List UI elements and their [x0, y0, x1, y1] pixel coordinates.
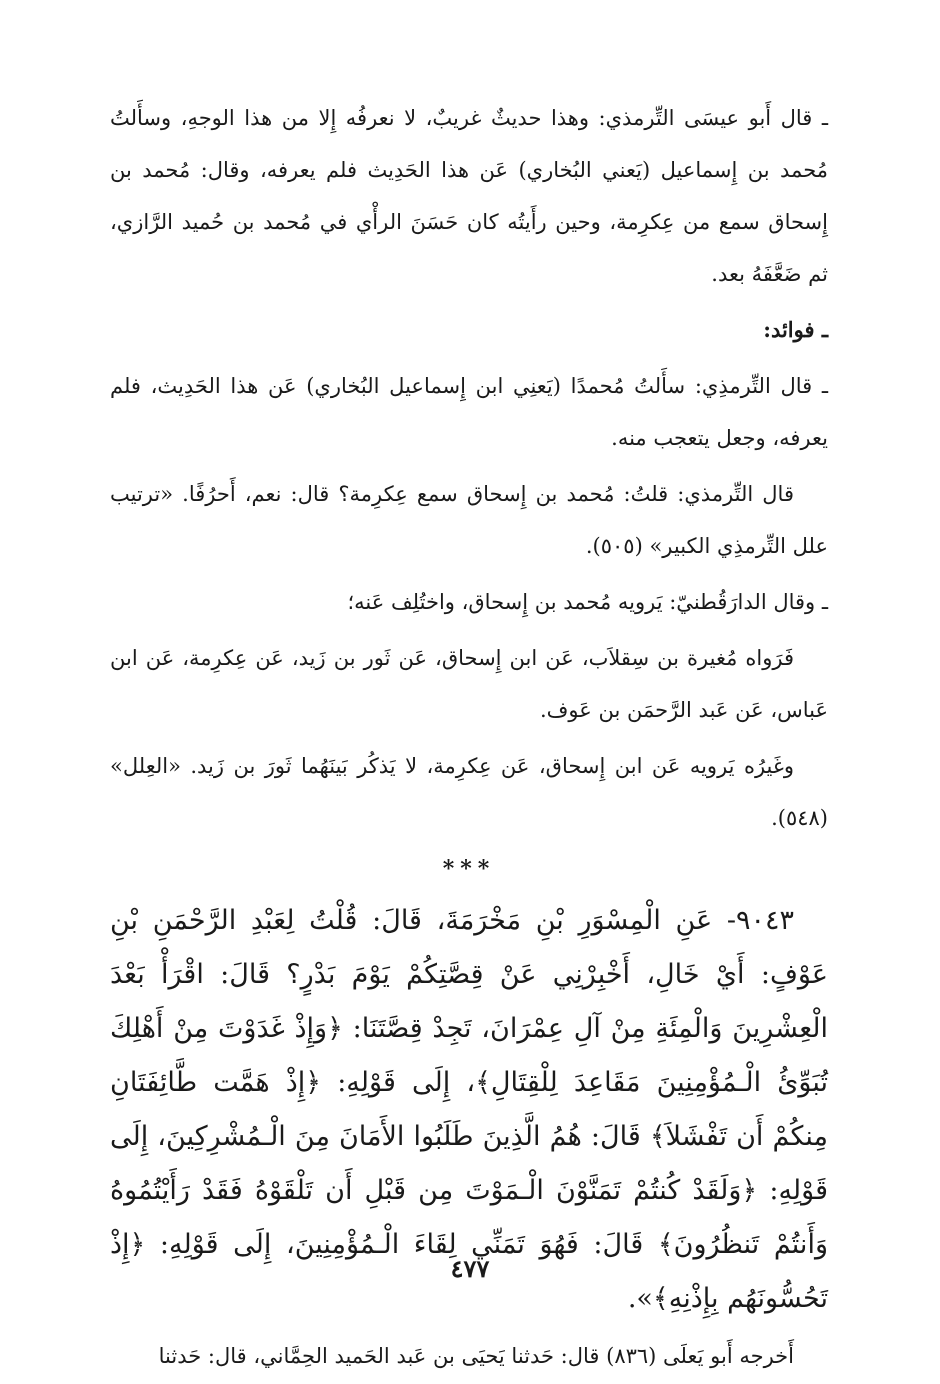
- fawaid-heading: ـ فوائد:: [763, 317, 828, 342]
- page-number: ٤٧٧: [450, 1254, 490, 1283]
- tirmidhi-ilal-note: قال التِّرمذي: قلتُ: مُحمد بن إِسحاق سمع عِكرِمة؟ قال: نعم، أَحرُفًا. «ترتيب علل التِّرمذِي الكبير» (٥٠٥).: [110, 482, 828, 558]
- section-separator: ***: [442, 856, 496, 882]
- other-chain-ilal: وغَيرُه يَرويه عَن ابن إِسحاق، عَن عِكرِمة، لا يَذكُر بَينَهُما ثَورَ بن زَيد. «العِلل» (٥٤٨).: [110, 754, 828, 830]
- commentary-tirmidhi-gharib: ـ قال أَبو عيسَى التِّرمذي: وهذا حديثٌ غريبٌ، لا نعرفُه إِلا من هذا الوجهِ، وسأَلتُ مُحمد بن إِسماعيل (يَعني البُخاري) عَن هذا الحَدِيث فلم يعرفه، وقال: مُحمد بن إِسحاق سمع من عِكرِمة، وحين رأَيتُه كان حَسَنَ الرأْي في مُحمد بن حُميد الرَّازي، ثم ضَعَّفَهُ بعد.: [110, 106, 828, 286]
- mughira-chain: فَرَواه مُغيرة بن سِقلاَب، عَن ابن إِسحاق، عَن ثَور بن زَيد، عَن عِكرِمة، عَن ابن عَباس، عَن عَبد الرَّحمَن بن عَوف.: [110, 646, 828, 722]
- page-body: [110, 92, 828, 1382]
- daraqutni-note: ـ وقال الدارَقُطنيّ: يَرويه مُحمد بن إِسحاق، واختُلِف عَنه؛: [347, 590, 828, 614]
- hadith-9043-text: ٩٠٤٣- عَنِ الْمِسْوَرِ بْنِ مَخْرَمَةَ، قَالَ: قُلْتُ لِعَبْدِ الرَّحْمَنِ بْنِ عَوْفٍ: أَيْ خَالِ، أَخْبِرْنِي عَنْ قِصَّتِكُمْ يَوْمَ بَدْرٍ؟ قَالَ: اقْرَأْ بَعْدَ الْعِشْرِينَ وَالْمِئَةِ مِنْ آلِ عِمْرَانَ، تَجِدْ قِصَّتَنَا: ﴿وَإِذْ غَدَوْتَ مِنْ أَهْلِكَ تُبَوِّئُ الْـمُؤْمِنِينَ مَقَاعِدَ لِلْقِتَالِ﴾، إِلَى قَوْلِهِ: ﴿إِذْ هَمَّت طَّائِفَتَانِ مِنكُمْ أَن تَفْشَلاَ﴾ قَالَ: هُمُ الَّذِينَ طَلَبُوا الأَمَانَ مِنَ الْـمُشْرِكِينَ، إِلَى قَوْلِهِ: ﴿وَلَقَدْ كُنتُمْ تَمَنَّوْنَ الْـمَوْتَ مِن قَبْلِ أَن تَلْقَوْهُ فَقَدْ رَأَيْتُمُوهُ وَأَنتُمْ تَنظُرُونَ﴾ قَالَ: فَهُوَ تَمَنِّي لِقَاءَ الْـمُؤْمِنِينَ، إِلَى قَوْلِهِ: ﴿إِذْ تَحُسُّونَهُم بِإِذْنِهِ﴾».: [110, 905, 828, 1314]
- fawaid-bukhari-question: ـ قال التِّرمذِي: سأَلتُ مُحمدًا (يَعنِي ابن إِسماعيل البُخاري) عَن هذا الحَدِيث، فلم يعرفه، وجعل يتعجب منه.: [110, 374, 828, 450]
- takhrij-abu-yala: أَخرجه أَبو يَعلَى (٨٣٦) قال: حَدثنا يَحيَى بن عَبد الحَميد الحِمَّاني، قال: حَدثنا: [158, 1344, 794, 1368]
